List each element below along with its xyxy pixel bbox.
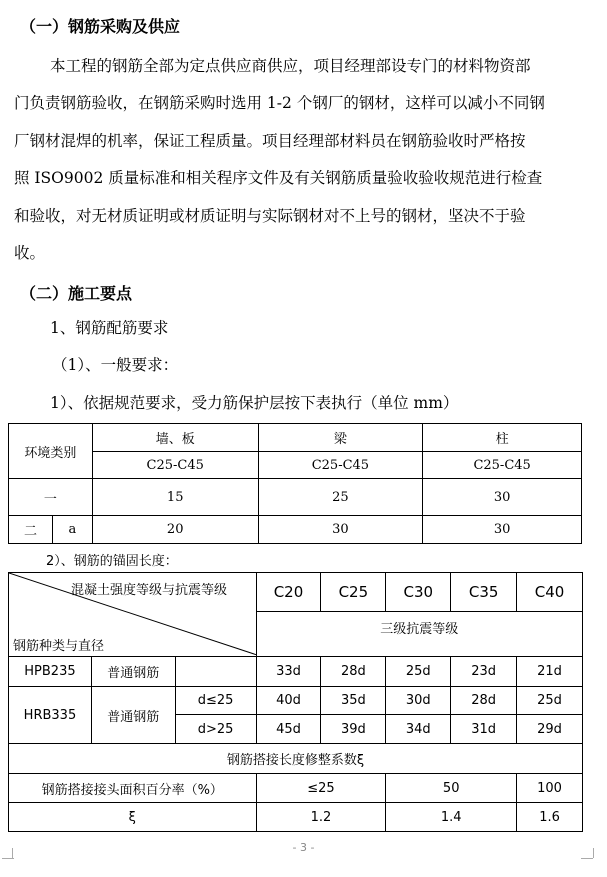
xi-value-cell: 1.6 [517,803,583,832]
condition-cell [175,657,256,687]
grade-cell: C25-C45 [258,452,423,479]
value-cell: 28d [451,687,517,715]
value-cell: 25d [386,657,451,687]
value-cell: 20 [92,516,258,544]
cover-table [8,423,582,544]
value-cell: 25 [258,479,423,516]
table-row [9,803,583,832]
value-cell: 30 [258,516,423,544]
condition-cell: d≤25 [175,687,256,715]
grade-header: C25 [321,573,386,612]
grade-header: C40 [517,573,583,612]
value-cell: 30d [386,687,451,715]
xi-value-cell: 1.4 [386,803,517,832]
grade-header: C35 [451,573,517,612]
grade-header: C30 [386,573,451,612]
condition-cell: d>25 [175,715,256,744]
value-cell: 34d [386,715,451,744]
page-number: - 3 - [292,841,315,854]
value-cell: 15 [92,479,258,516]
item-anchorage-length: 2）、钢筋的锚固长度： [46,554,178,569]
table-row [9,774,583,803]
value-cell: 40d [256,687,321,715]
value-cell: 31d [451,715,517,744]
para-line: 厂钢材混焊的机率，保证工程质量。项目经理部材料员在钢筋验收时严格按 [14,132,526,150]
env-class-cell: 一 [9,479,93,516]
value-cell: 21d [517,657,583,687]
steel-name-cell: HPB235 [9,657,92,687]
value-cell: 39d [321,715,386,744]
table-row [9,657,583,687]
value-cell: 30 [423,516,582,544]
lap-pct-cell: 50 [386,774,517,803]
value-cell: 35d [321,687,386,715]
seismic-level-cell: 三级抗震等级 [256,612,582,657]
value-cell: 33d [256,657,321,687]
heading-construction-points: （二）施工要点 [20,284,133,303]
table-row [9,687,583,715]
value-cell: 29d [517,715,583,744]
para-line: 和验收，对无材质证明或材质证明与实际钢材对不上号的钢材，坚决不于验 [14,207,526,225]
para-line: 门负责钢筋验收，在钢筋采购时选用 1-2 个钢厂的钢材，这样可以减小不同钢 [14,94,545,112]
item-general-requirements: （1）、一般要求： [52,356,179,374]
crop-mark [581,858,593,869]
para-line: 收。 [14,244,46,262]
item-cover-layer: 1）、依据规范要求，受力筋保护层按下表执行（单位 mm） [50,394,459,412]
table-row [9,516,582,544]
table-row [9,479,582,516]
diag-bottom-label: 钢筋种类与直径 [13,639,105,654]
diag-top-label: 混凝土强度等级与抗震等级 [71,583,228,598]
grade-header: C20 [256,573,321,612]
crop-mark [2,858,14,869]
steel-type-cell: 普通钢筋 [91,687,175,744]
steel-type-cell: 普通钢筋 [91,657,175,687]
value-cell: 25d [517,687,583,715]
value-cell: 30 [423,479,582,516]
header-env-class: 环境类别 [9,424,93,479]
xi-value-cell: 1.2 [256,803,386,832]
diagonal-header-cell [9,573,257,657]
lap-pct-cell: ≤25 [256,774,386,803]
anchorage-table [8,572,583,832]
grade-cell: C25-C45 [92,452,258,479]
para-line: 本工程的钢筋全部为定点供应商供应，项目经理部设专门的材料物资部 [50,57,531,75]
env-class-cell: 二 [9,516,53,544]
grade-cell: C25-C45 [423,452,582,479]
para-line: 照 ISO9002 质量标准和相关程序文件及有关钢筋质量验收验收规范进行检查 [14,169,543,187]
lap-pct-cell: 100 [517,774,583,803]
steel-name-cell: HRB335 [9,687,92,744]
lap-title-cell: 钢筋搭接长度修整系数ξ [9,744,583,774]
header-beam: 梁 [258,424,423,452]
lap-label-cell: 钢筋搭接接头面积百分率（%） [9,774,257,803]
value-cell: 23d [451,657,517,687]
xi-label-cell: ξ [9,803,257,832]
header-column: 柱 [423,424,582,452]
value-cell: 28d [321,657,386,687]
value-cell: 45d [256,715,321,744]
env-subclass-cell: a [52,516,92,544]
item-reinforcement-requirements: 1、钢筋配筋要求 [50,319,169,337]
heading-steel-procurement: （一）钢筋采购及供应 [20,17,181,36]
header-wall: 墙、板 [92,424,258,452]
